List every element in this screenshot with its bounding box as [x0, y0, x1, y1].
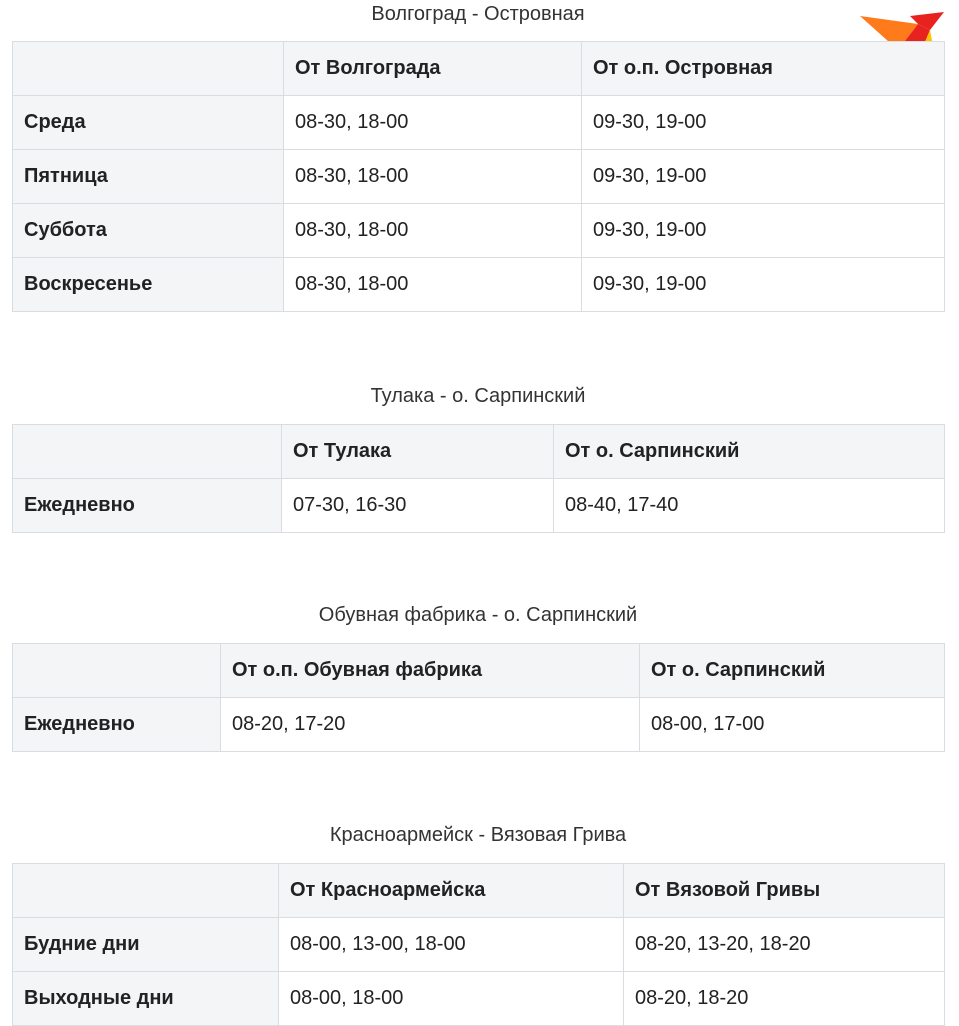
- time-cell: 08-40, 17-40: [554, 479, 945, 533]
- row-label: Ежедневно: [13, 479, 282, 533]
- row-label: Ежедневно: [13, 698, 221, 752]
- table-header-row: [13, 864, 945, 918]
- time-cell: 08-30, 18-00: [284, 150, 582, 204]
- row-label: Среда: [13, 96, 284, 150]
- column-header: От Тулака: [282, 425, 554, 479]
- time-cell: 09-30, 19-00: [582, 96, 945, 150]
- table-row: [13, 150, 945, 204]
- row-label: Будние дни: [13, 918, 279, 972]
- row-label: Выходные дни: [13, 972, 279, 1026]
- table-caption-volgograd-ostrovnaya: Волгоград - Островная: [371, 3, 585, 25]
- time-cell: 09-30, 19-00: [582, 204, 945, 258]
- table-caption-tulaka-sarpinsky: Тулака - о. Сарпинский: [370, 385, 586, 407]
- corner-cell: [13, 644, 221, 698]
- table-row: [13, 918, 945, 972]
- table-row: [13, 698, 945, 752]
- corner-cell: [13, 42, 284, 96]
- time-cell: 08-20, 13-20, 18-20: [624, 918, 945, 972]
- schedule-table-obuvnaya-sarpinsky: [12, 643, 945, 752]
- time-cell: 08-20, 18-20: [624, 972, 945, 1026]
- column-header: От о. Сарпинский: [640, 644, 945, 698]
- column-header: От Красноармейска: [279, 864, 624, 918]
- table-row: [13, 258, 945, 312]
- corner-cell: [13, 425, 282, 479]
- column-header: От Вязовой Гривы: [624, 864, 945, 918]
- table-row: [13, 479, 945, 533]
- time-cell: 08-30, 18-00: [284, 96, 582, 150]
- time-cell: 08-00, 18-00: [279, 972, 624, 1026]
- row-label: Суббота: [13, 204, 284, 258]
- time-cell: 09-30, 19-00: [582, 150, 945, 204]
- time-cell: 08-20, 17-20: [221, 698, 640, 752]
- column-header: От о. Сарпинский: [554, 425, 945, 479]
- table-row: [13, 204, 945, 258]
- time-cell: 08-00, 13-00, 18-00: [279, 918, 624, 972]
- column-header: От Волгограда: [284, 42, 582, 96]
- column-header: От о.п. Обувная фабрика: [221, 644, 640, 698]
- corner-cell: [13, 864, 279, 918]
- table-caption-krasnoarmeysk-vyazovaya-griva: Красноармейск - Вязовая Грива: [329, 824, 627, 846]
- schedule-table-tulaka-sarpinsky: [12, 424, 945, 533]
- time-cell: 08-00, 17-00: [640, 698, 945, 752]
- time-cell: 08-30, 18-00: [284, 204, 582, 258]
- schedule-table-krasnoarmeysk-vyazovaya-griva: [12, 863, 945, 1026]
- time-cell: 07-30, 16-30: [282, 479, 554, 533]
- table-header-row: [13, 425, 945, 479]
- table-row: [13, 96, 945, 150]
- table-header-row: [13, 644, 945, 698]
- table-row: [13, 972, 945, 1026]
- row-label: Воскресенье: [13, 258, 284, 312]
- time-cell: 09-30, 19-00: [582, 258, 945, 312]
- schedule-table-volgograd-ostrovnaya: [12, 41, 945, 312]
- time-cell: 08-30, 18-00: [284, 258, 582, 312]
- table-header-row: [13, 42, 945, 96]
- column-header: От о.п. Островная: [582, 42, 945, 96]
- row-label: Пятница: [13, 150, 284, 204]
- table-caption-obuvnaya-sarpinsky: Обувная фабрика - о. Сарпинский: [318, 604, 638, 626]
